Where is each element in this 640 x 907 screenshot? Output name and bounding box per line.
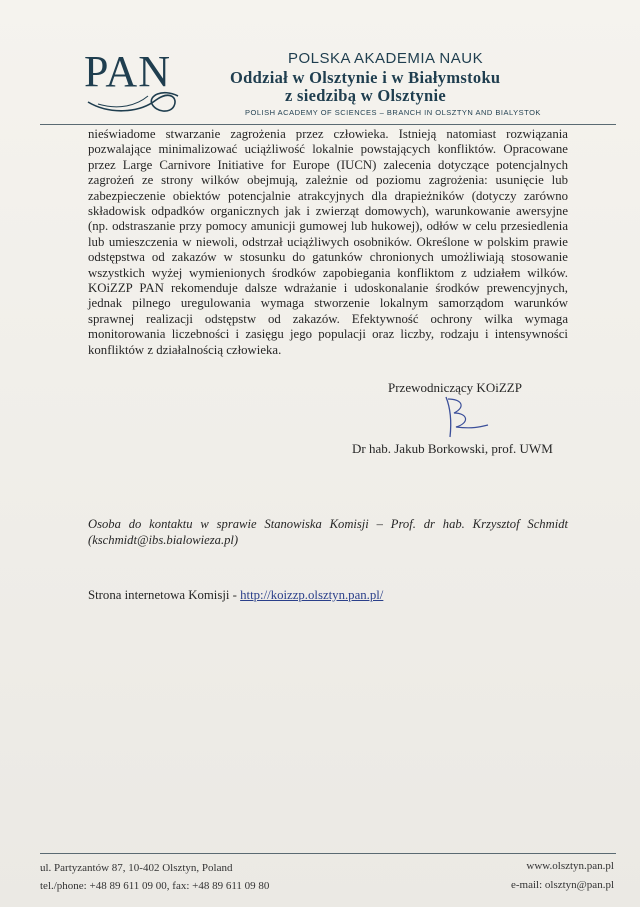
footer-divider bbox=[40, 853, 616, 854]
contact-person: Osoba do kontaktu w sprawie Stanowiska Komisji – Prof. dr hab. Krzysztof Schmidt (kschmidt@ibs.bialowieza.pl) bbox=[88, 517, 568, 547]
branch-name: Oddział w Olsztynie i w Białymstoku bbox=[230, 68, 501, 87]
signatory-role: Przewodniczący KOiZZP bbox=[388, 380, 522, 395]
website-label: Strona internetowa Komisji - bbox=[88, 588, 241, 602]
body-text bbox=[88, 127, 568, 358]
signatory-name: Dr hab. Jakub Borkowski, prof. UWM bbox=[352, 441, 553, 456]
branch-seat: z siedzibą w Olsztynie bbox=[285, 86, 447, 105]
footer-email[interactable]: e-mail: olsztyn@pan.pl bbox=[511, 879, 614, 891]
footer-phone: tel./phone: +48 89 611 09 00, fax: +48 89 611 09 80 bbox=[40, 880, 270, 892]
pan-logo bbox=[78, 40, 188, 120]
footer-website[interactable]: www.olsztyn.pan.pl bbox=[526, 860, 614, 872]
website-line bbox=[88, 588, 383, 603]
logo-text: PAN bbox=[84, 47, 171, 96]
website-link[interactable]: http://koizzp.olsztyn.pan.pl/ bbox=[240, 588, 384, 602]
handwritten-signature-icon bbox=[432, 393, 492, 443]
institution-name: POLSKA AKADEMIA NAUK bbox=[288, 50, 484, 67]
footer-address: ul. Partyzantów 87, 10-402 Olsztyn, Poland bbox=[40, 862, 233, 874]
branch-name-english: POLISH ACADEMY OF SCIENCES – BRANCH IN OLSZTYN AND BIALYSTOK bbox=[245, 108, 541, 117]
body-paragraph: nieświadome stwarzanie zagrożenia przez człowieka. Istnieją natomiast rozwiązania pozwalające minimalizować uciążliwość lokalnie powstających konfliktów. Opracowane przez Large Carnivore Initiative for Europe (IUCN) zalecenia dotyczące potencjalnych zagrożeń ze strony wilków obejmują, zależnie od poziomu zagrożenia: usunięcie lub zabezpieczenie obiektów potencjalnie atrakcyjnych dla drapieżników (dotyczy zarówno składowisk odpadków organicznych jak i zwierząt domowych), warunkowanie awersyjne (np. odstraszanie przy pomocy amunicji gumowej lub hukowej), odłów w celu przesiedlenia lub umieszczenia w niewoli, odstrzał uciążliwych osobników. Określone w polskim prawie odstępstwa od zakazów w stosunku do gatunków chronionych umożliwiają stosowanie wszystkich wyżej wymienionych środków zapobiegania konfliktom z udziałem wilków. KOiZZP PAN rekomenduje dalsze wdrażanie i udoskonalanie środków prewencyjnych, jednak pilnego uregulowania wymaga stworzenie lokalnym samorządom warunków sprawnej realizacji odstępstw od zakazów. Efektywność ochrony wilka wymaga monitorowania liczebności i zasięgu jego populacji oraz liczby, rodzaju i intensywności konfliktów z działalnością człowieka. bbox=[88, 127, 568, 357]
header-divider bbox=[40, 124, 616, 125]
